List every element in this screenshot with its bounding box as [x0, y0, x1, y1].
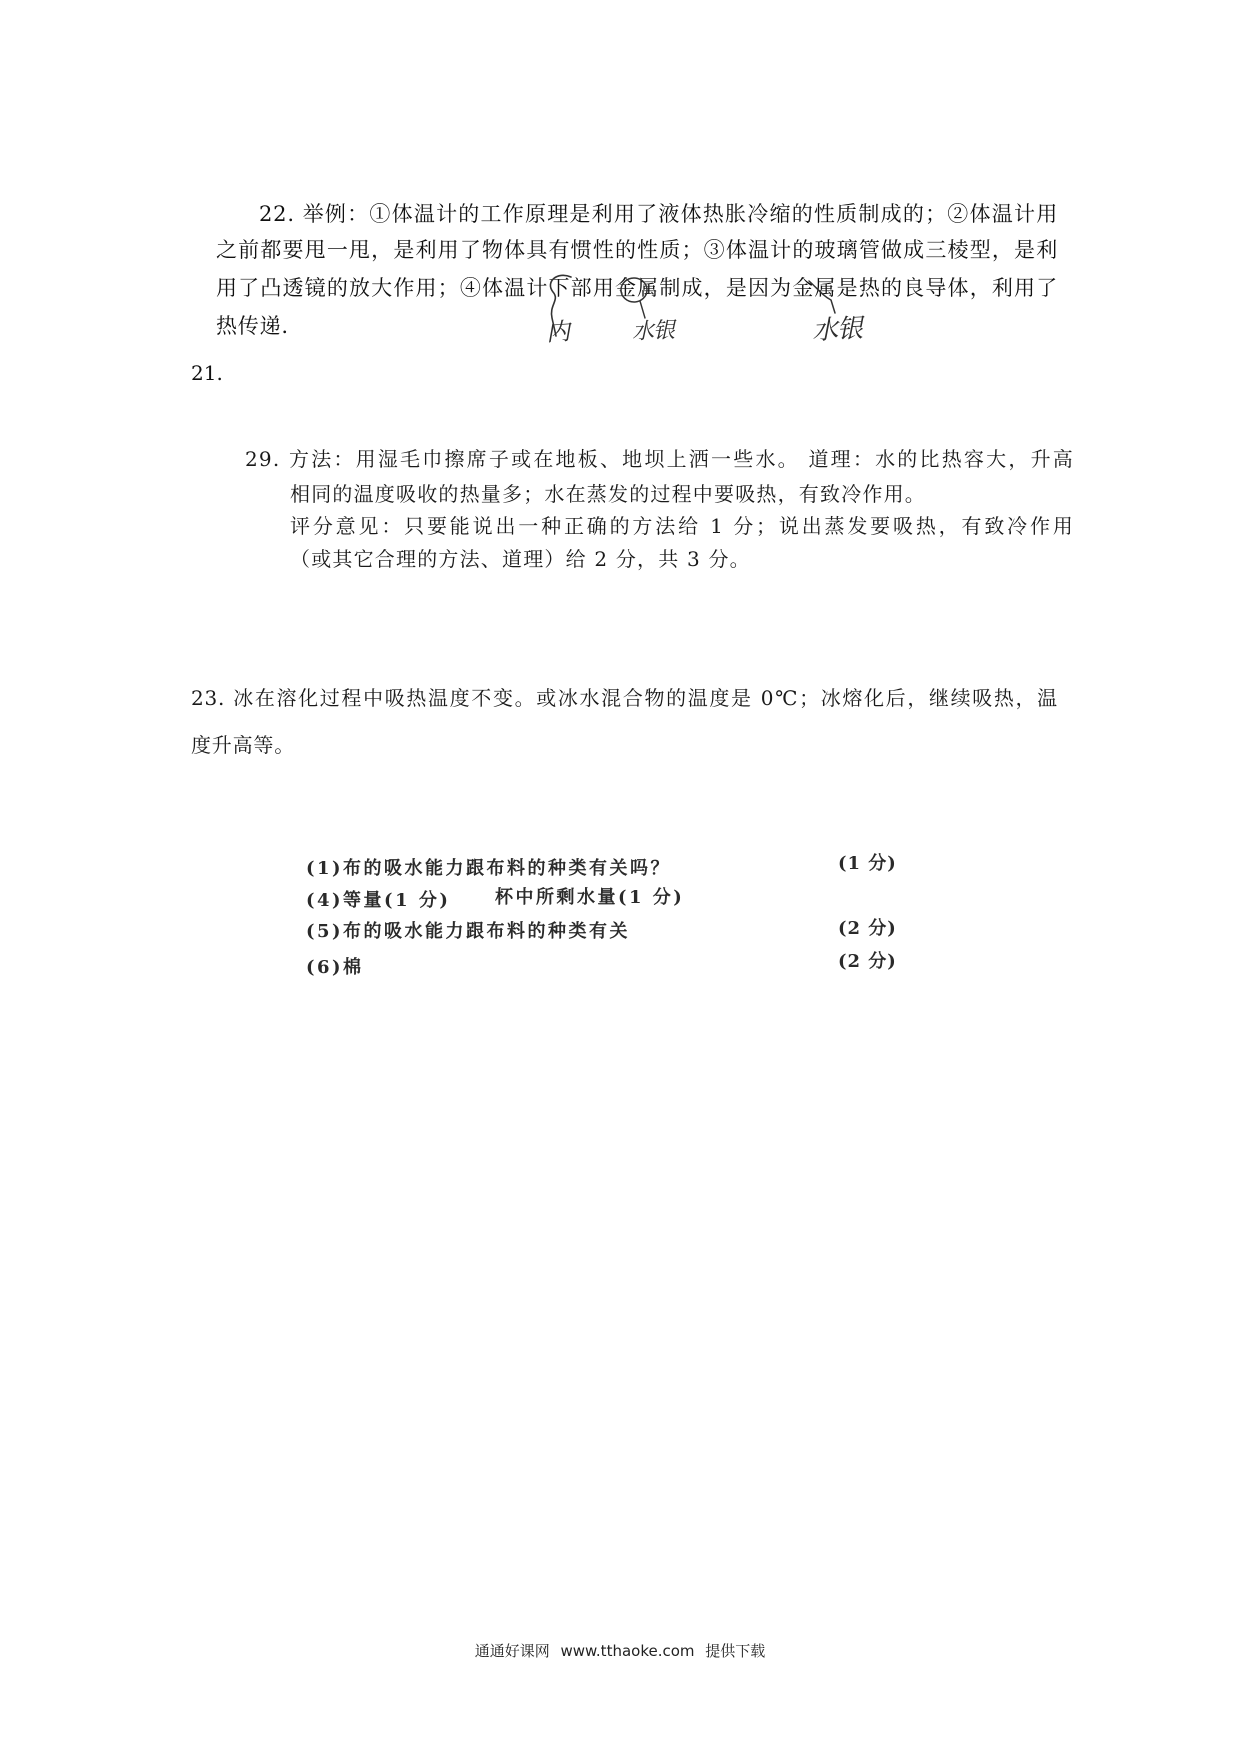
scan-row-1-text: (1)布的吸水能力跟布料的种类有关吗？	[306, 858, 672, 879]
q23-line-2: 度升高等。	[191, 733, 295, 757]
scan-row-3-score: (2 分)	[838, 918, 897, 939]
scan-row-2-text: (4)等量(1 分)	[306, 890, 451, 911]
scan-row-3-text: (5)布的吸水能力跟布料的种类有关	[306, 921, 631, 942]
page-footer: 通通好课网 www.tthaoke.com 提供下载	[474, 1642, 766, 1660]
q22-line-2: 之前都要甩一甩，是利用了物体具有惯性的性质；③体温计的玻璃管做成三棱型，是利	[216, 238, 1058, 262]
handwritten-note-1: 内	[545, 317, 571, 347]
q29-line-4: （或其它合理的方法、道理）给 2 分，共 3 分。	[290, 547, 751, 571]
q22-line-1: 22. 举例：①体温计的工作原理是利用了液体热胀冷缩的性质制成的；②体温计用	[259, 202, 1058, 226]
handwritten-note-3: 水银	[811, 313, 863, 347]
q29-line-2: 相同的温度吸收的热量多；水在蒸发的过程中要吸热，有致冷作用。	[290, 482, 926, 506]
scan-row-1-score: (1 分)	[838, 853, 897, 874]
q29-line-3: 评分意见：只要能说出一种正确的方法给 1 分；说出蒸发要吸热，有致冷作用	[290, 514, 1074, 538]
q22-line-4: 热传递.	[216, 314, 289, 338]
q29-line-1: 29. 方法：用湿毛巾擦席子或在地板、地坝上洒一些水。 道理：水的比热容大，升高	[245, 447, 1074, 471]
scan-row-2-middle: 杯中所剩水量(1 分)	[495, 887, 685, 908]
handwritten-tail-mark	[640, 301, 645, 318]
q23-line-1: 23. 冰在溶化过程中吸热温度不变。或冰水混合物的温度是 0℃；冰熔化后，继续吸热，温	[191, 686, 1058, 710]
q22-line-3: 用了凸透镜的放大作用；④体温计下部用金属制成，是因为金属是热的良导体，利用了	[216, 276, 1058, 300]
handwritten-note-2: 水银	[631, 318, 675, 345]
scan-row-4-score: (2 分)	[838, 951, 897, 972]
scan-row-4-text: (6)棉	[306, 957, 364, 978]
q21-number: 21.	[191, 361, 223, 385]
